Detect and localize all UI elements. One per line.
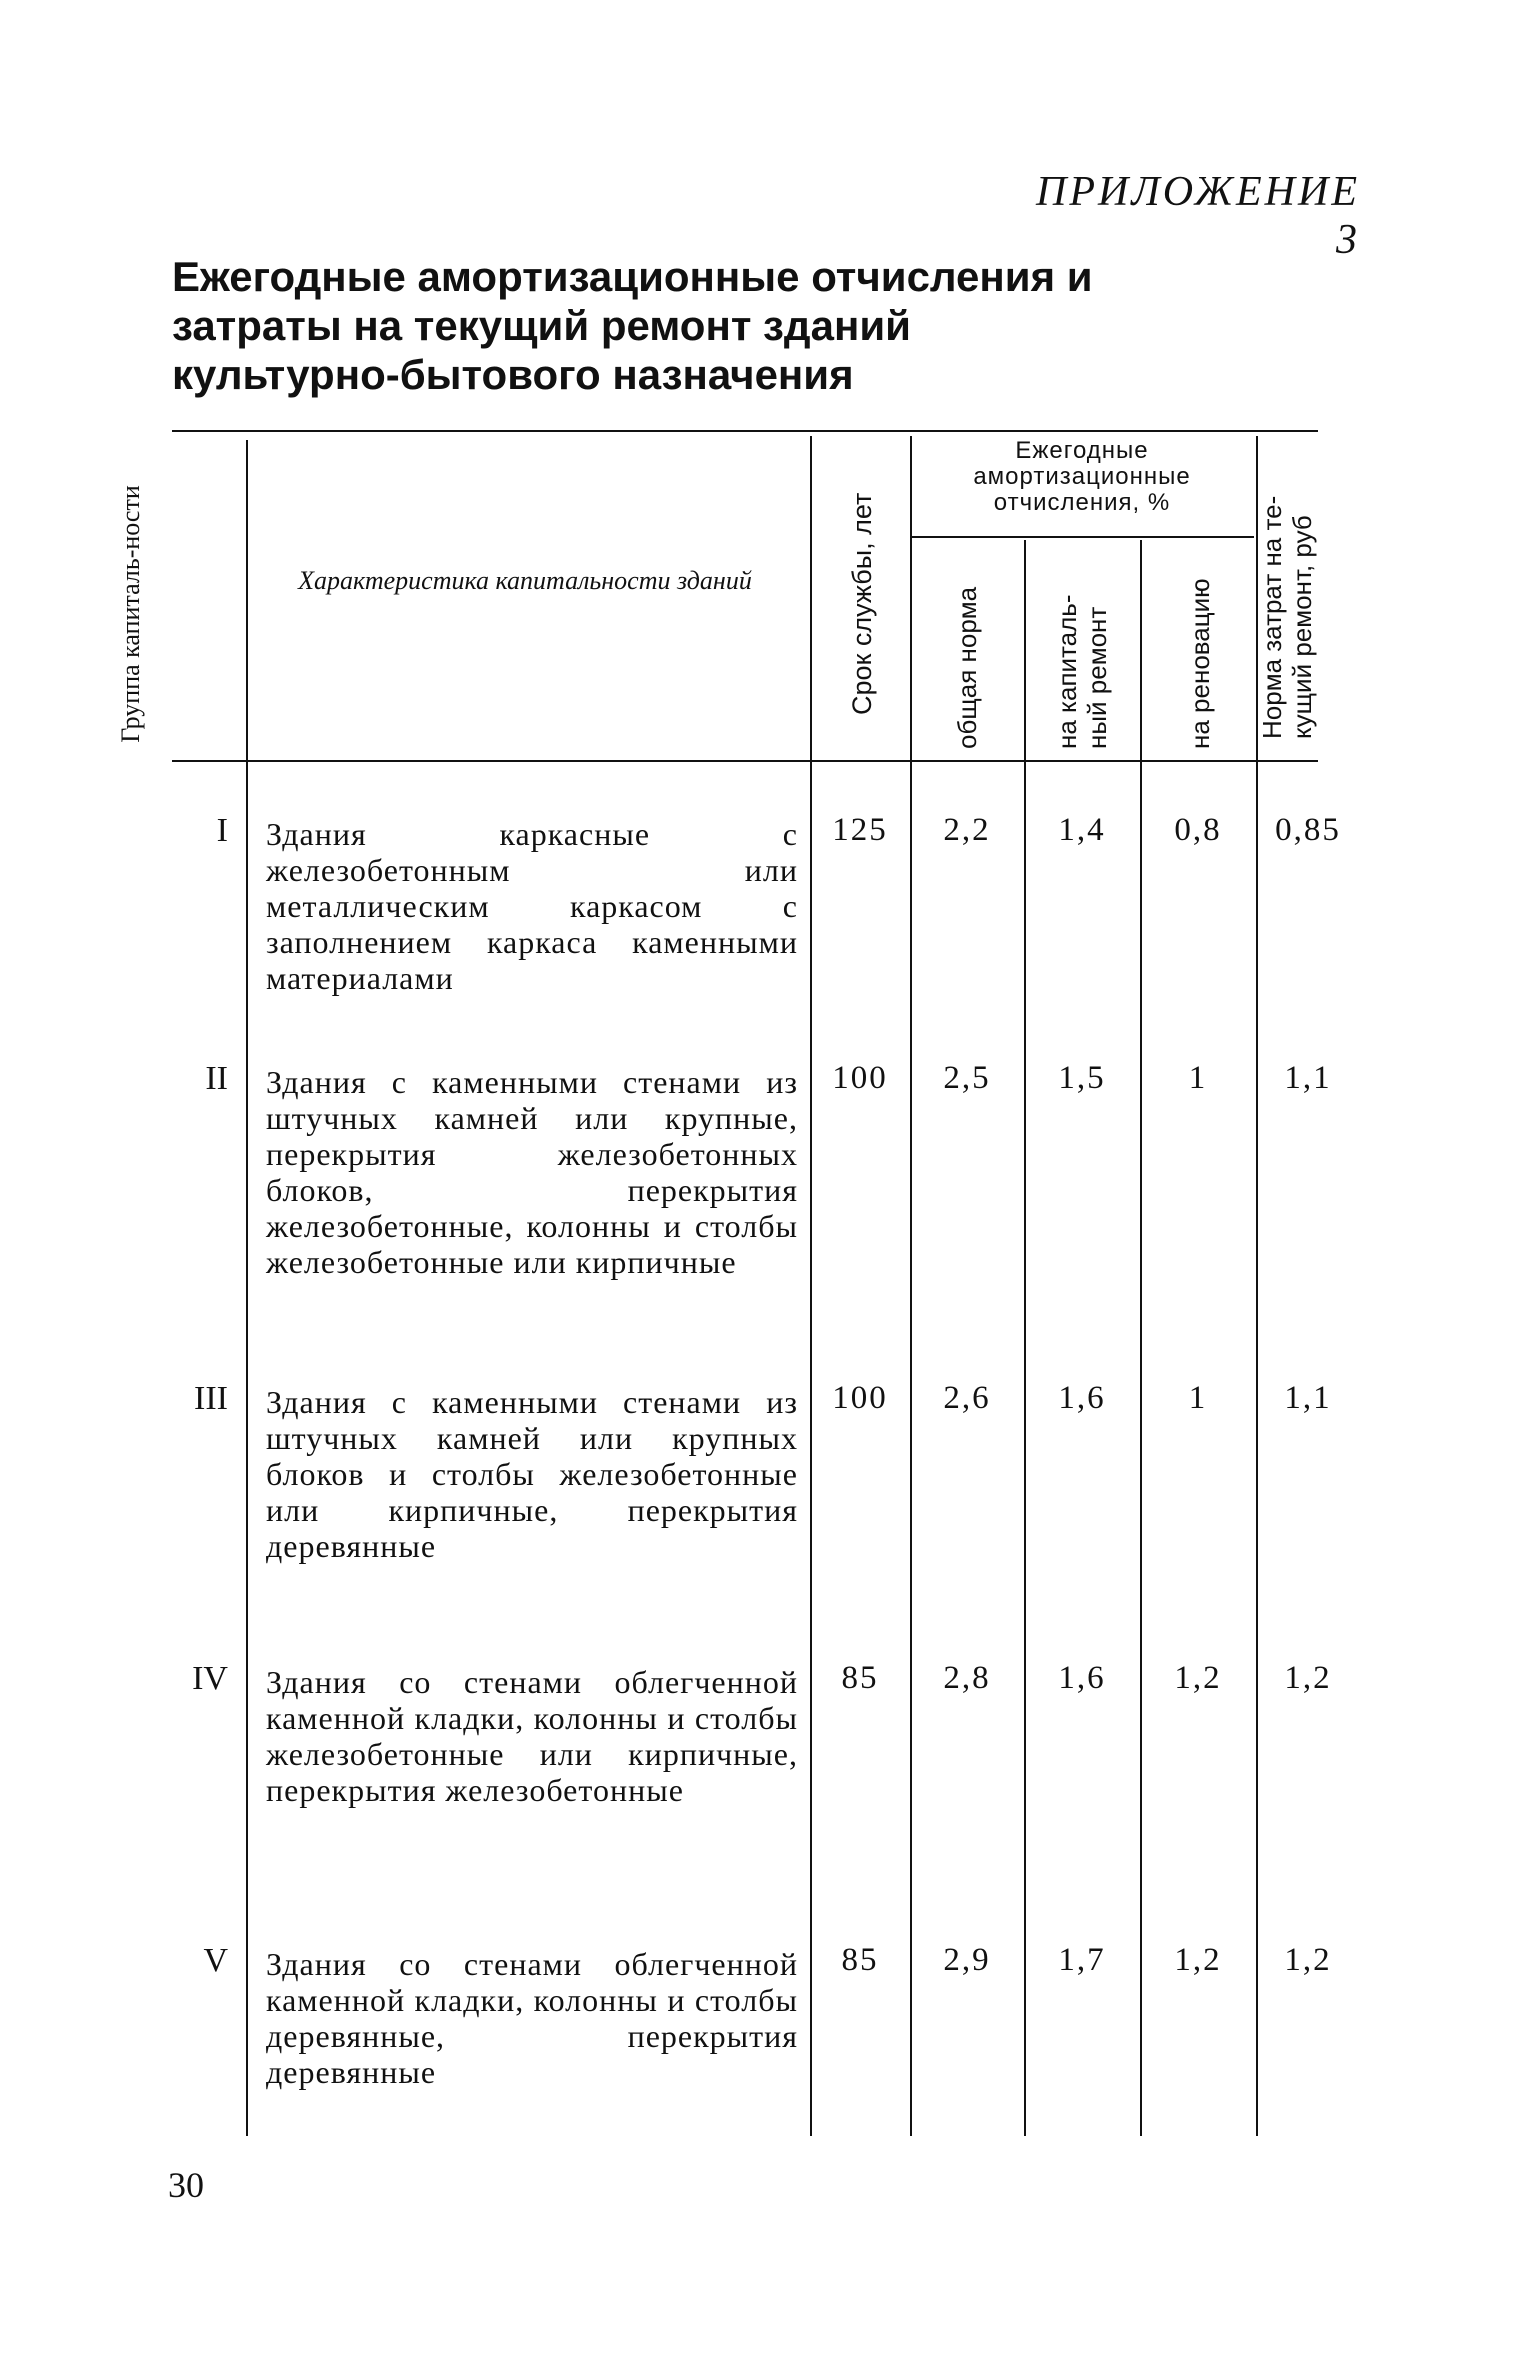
header-annual-amortization: Ежегодные амортизационные отчисления, %: [973, 437, 1191, 516]
row-group: V: [203, 1942, 228, 1979]
amortization-subheader-rule: [912, 536, 1254, 538]
header-characteristic: Характеристика капитальности зданий: [298, 566, 752, 595]
row-service-life: 85: [841, 1660, 879, 1696]
row-group: IV: [192, 1660, 228, 1697]
row-renovation: 1: [1188, 1380, 1208, 1416]
row-capital-repair: 1,7: [1058, 1942, 1106, 1978]
header-group: Группа капиталь-ности: [116, 485, 145, 743]
row-total-norm: 2,2: [943, 812, 991, 848]
header-bottom-rule: [172, 760, 1318, 762]
column-divider: [910, 436, 912, 2136]
row-description: Здания с каменными стенами из штучных камней или крупные, перекрытия железобетонных блоков, перекрытия железобетонные, колонны и столбы железобетонные или кирпичные: [266, 1064, 798, 1280]
row-capital-repair: 1,5: [1058, 1060, 1106, 1096]
row-capital-repair: 1,6: [1058, 1380, 1106, 1416]
row-current-repair: 1,2: [1284, 1660, 1332, 1696]
row-description: Здания со стенами облегченной каменной кладки, колонны и столбы деревянные, перекрытия деревянные: [266, 1946, 798, 2090]
row-renovation: 1,2: [1174, 1660, 1222, 1696]
header-current-repair-norm: Норма затрат на те-кущий ремонт, руб: [1257, 495, 1317, 739]
row-service-life: 100: [832, 1380, 888, 1416]
page-title: Ежегодные амортизационные отчисления и затраты на текущий ремонт зданий культурно-бытового назначения: [172, 253, 1093, 398]
column-divider: [1140, 540, 1142, 2136]
column-divider: [810, 436, 812, 2136]
row-total-norm: 2,9: [943, 1942, 991, 1978]
row-renovation: 0,8: [1174, 812, 1222, 848]
header-renovation: на реновацию: [1185, 578, 1215, 749]
row-current-repair: 1,2: [1284, 1942, 1332, 1978]
row-total-norm: 2,6: [943, 1380, 991, 1416]
column-divider: [1024, 540, 1026, 2136]
appendix-label: ПРИЛОЖЕНИЕ 3: [1036, 169, 1360, 263]
row-renovation: 1,2: [1174, 1942, 1222, 1978]
table-top-rule: [172, 430, 1318, 432]
header-service-life: Срок службы, лет: [847, 492, 877, 715]
row-group: II: [205, 1060, 228, 1097]
row-service-life: 100: [832, 1060, 888, 1096]
row-current-repair: 1,1: [1284, 1060, 1332, 1096]
row-service-life: 125: [832, 812, 888, 848]
row-current-repair: 1,1: [1284, 1380, 1332, 1416]
row-renovation: 1: [1188, 1060, 1208, 1096]
page-number: 30: [168, 2165, 204, 2205]
row-description: Здания со стенами облегченной каменной кладки, колонны и столбы железобетонные или кирпичные, перекрытия железобетонные: [266, 1664, 798, 1808]
column-divider: [246, 440, 248, 2136]
row-total-norm: 2,8: [943, 1660, 991, 1696]
row-total-norm: 2,5: [943, 1060, 991, 1096]
row-description: Здания каркасные с железобетонным или металлическим каркасом с заполнением каркаса каменными материалами: [266, 816, 798, 996]
header-capital-repair: на капиталь-ный ремонт: [1052, 594, 1112, 749]
row-service-life: 85: [841, 1942, 879, 1978]
row-capital-repair: 1,6: [1058, 1660, 1106, 1696]
row-current-repair: 0,85: [1275, 812, 1341, 848]
header-total-norm: общая норма: [952, 586, 982, 749]
row-description: Здания с каменными стенами из штучных камней или крупных блоков и столбы железобетонные или кирпичные, перекрытия деревянные: [266, 1384, 798, 1564]
row-capital-repair: 1,4: [1058, 812, 1106, 848]
row-group: I: [216, 812, 228, 849]
row-group: III: [194, 1380, 228, 1417]
